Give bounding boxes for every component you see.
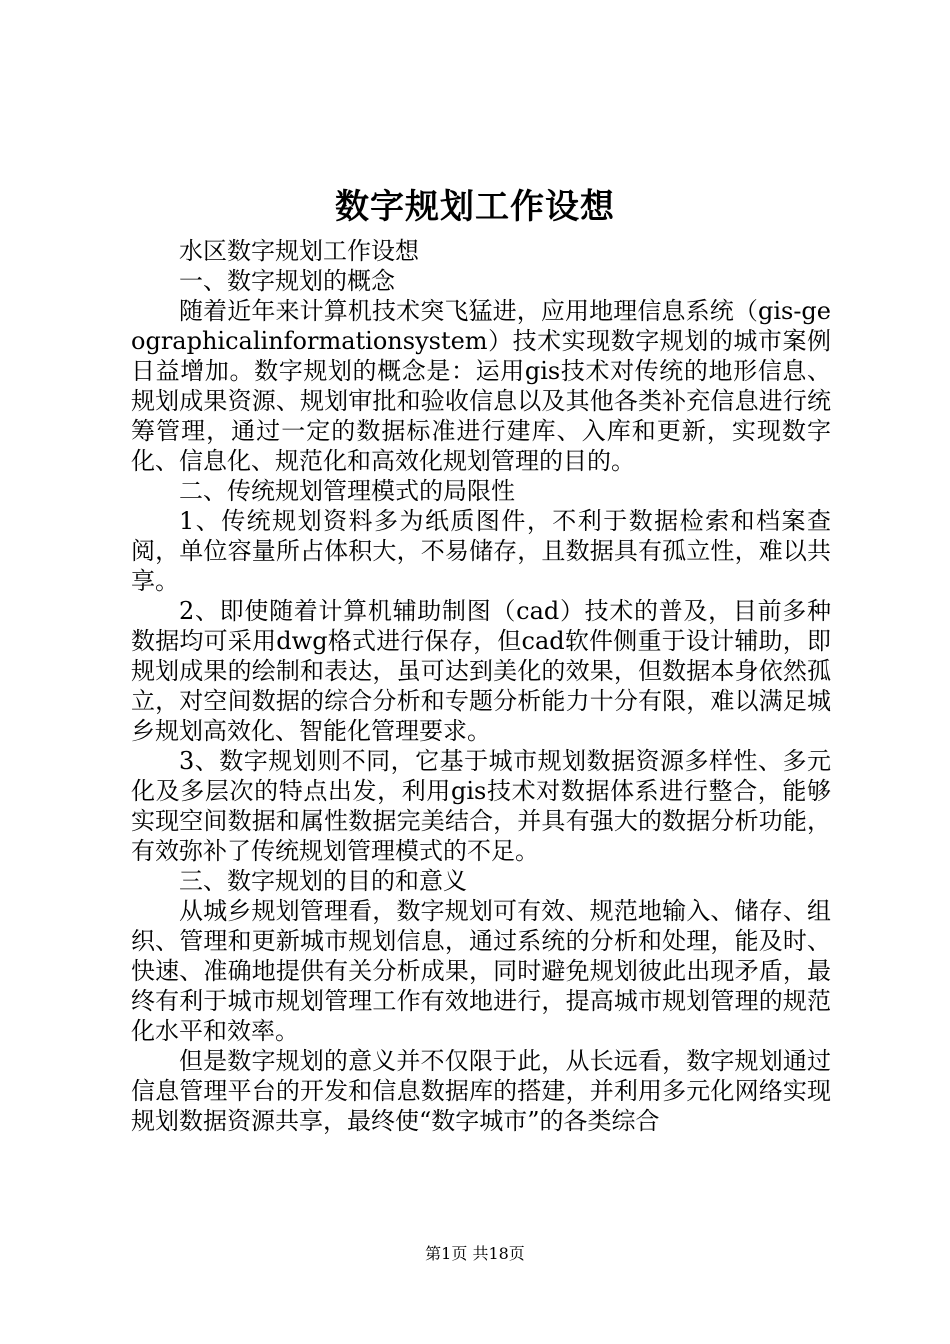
document-body xyxy=(131,236,831,1136)
section-heading-2: 二、传统规划管理模式的局限性 xyxy=(179,477,515,505)
section-heading-3: 三、数字规划的目的和意义 xyxy=(179,867,467,895)
body-paragraph: 从城乡规划管理看，数字规划可有效、规范地输入、储存、组织、管理和更新城市规划信息，通过系统的分析和处理，能及时、快速、准确地提供有关分析成果，同时避免规划彼此出现矛盾，最终有利于城市规划管理工作有效地进行，提高城市规划管理的规范化水平和效率。 xyxy=(131,897,831,1045)
body-paragraph: 但是数字规划的意义并不仅限于此，从长远看，数字规划通过信息管理平台的开发和信息数据库的搭建，并利用多元化网络实现规划数据资源共享，最终使“数字城市”的各类综合 xyxy=(131,1047,831,1135)
subtitle-paragraph: 水区数字规划工作设想 xyxy=(179,237,419,265)
body-paragraph: 2、即使随着计算机辅助制图（cad）技术的普及，目前多种数据均可采用dwg格式进行保存，但cad软件侧重于设计辅助，即规划成果的绘制和表达，虽可达到美化的效果，但数据本身依然孤立，对空间数据的综合分析和专题分析能力十分有限，难以满足城乡规划高效化、智能化管理要求。 xyxy=(131,597,831,745)
body-paragraph: 随着近年来计算机技术突飞猛进，应用地理信息系统（gis-geographicalinformationsystem）技术实现数字规划的城市案例日益增加。数字规划的概念是：运用gis技术对传统的地形信息、规划成果资源、规划审批和验收信息以及其他各类补充信息进行统筹管理，通过一定的数据标准进行建库、入库和更新，实现数字化、信息化、规范化和高效化规划管理的目的。 xyxy=(131,297,831,475)
document-title: 数字规划工作设想 xyxy=(335,187,615,227)
page-footer: 第1页 共18页 xyxy=(425,1244,525,1263)
body-paragraph: 1、传统规划资料多为纸质图件，不利于数据检索和档案查阅，单位容量所占体积大，不易储存，且数据具有孤立性，难以共享。 xyxy=(131,507,831,595)
body-paragraph: 3、数字规划则不同，它基于城市规划数据资源多样性、多元化及多层次的特点出发，利用gis技术对数据体系进行整合，能够实现空间数据和属性数据完美结合，并具有强大的数据分析功能，有效弥补了传统规划管理模式的不足。 xyxy=(131,747,831,865)
section-heading-1: 一、数字规划的概念 xyxy=(179,267,395,295)
